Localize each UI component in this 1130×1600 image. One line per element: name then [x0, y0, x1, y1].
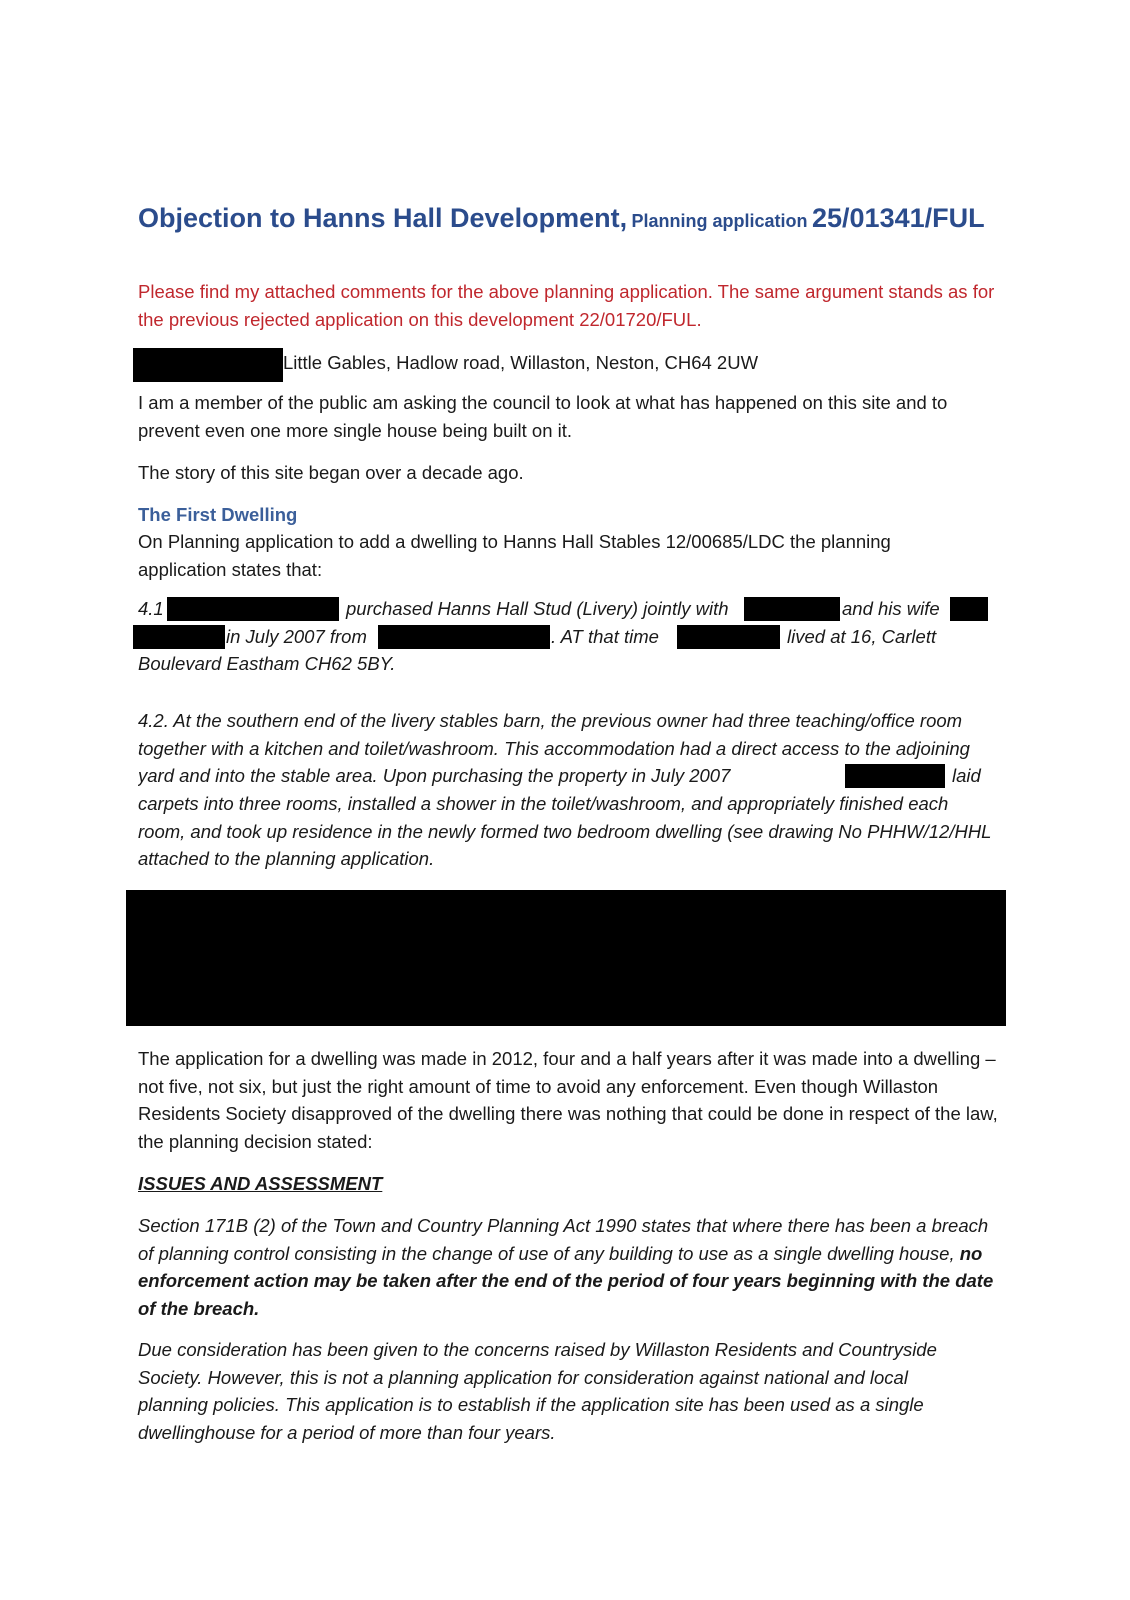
quote-4-1-text-b: and his wife — [842, 598, 940, 619]
quote-4-2-text: 4.2. At the southern end of the livery stables barn, the previous owner had three teaching/office room together with a kitchen and toilet/washroom. This accommodation had a direct access to the adjoining yard and into the stable area. Upon purchasing the property in July 2007 — [138, 710, 970, 786]
consideration-text: Due consideration has been given to the concerns raised by Willaston Residents and Countryside Society. However, this is not a planning application for consideration against national and local planning policies. This application is to establish if the application site has been used as a single dwellinghouse for a period of more than four years. — [138, 1339, 937, 1443]
quote-4-1-text-a: purchased Hanns Hall Stud (Livery) jointly with — [346, 598, 729, 619]
quote-4-1-text-c: in July 2007 from — [226, 626, 367, 647]
title-main: Objection to Hanns Hall Development, — [138, 203, 628, 233]
redaction-box — [744, 597, 840, 621]
page-title — [138, 203, 985, 234]
first-dwelling-text: On Planning application to add a dwelling to Hanns Hall Stables 12/00685/LDC the planning application states that: — [138, 531, 891, 580]
quote-4-1-text-d: . AT that time — [551, 626, 659, 647]
paragraph-public-member: I am a member of the public am asking the council to look at what has happened on this site and to prevent even one more single house being built on it. — [138, 392, 948, 441]
quote-4-2-laid: laid — [952, 765, 981, 786]
section-171b-plain: Section 171B (2) of the Town and Country Planning Act 1990 states that where there has been a breach of planning control consisting in the change of use of any building to use as a single dwelling house, — [138, 1215, 989, 1264]
quote-4-1-text-e: lived at 16, Carlett — [787, 626, 937, 647]
redacted-image — [126, 890, 1006, 1026]
issues-heading: ISSUES AND ASSESSMENT — [138, 1173, 383, 1194]
quote-4-2-continued: carpets into three rooms, installed a shower in the toilet/washroom, and appropriately finished each room, and took up residence in the newly formed two bedroom dwelling (see drawing No PHHW/12/HHL attached to the planning application. — [138, 793, 992, 869]
address-line: Little Gables, Hadlow road, Willaston, Neston, CH64 2UW — [283, 352, 759, 373]
redaction-box — [133, 348, 283, 382]
quote-4-1-text-f: Boulevard Eastham CH62 5BY. — [138, 653, 396, 674]
intro-text: Please find my attached comments for the above planning application. The same argument stands as for the previous rejected application on this development 22/01720/FUL. — [138, 281, 995, 330]
redaction-box — [950, 597, 988, 621]
title-sub: Planning application — [631, 211, 808, 231]
redaction-box — [677, 625, 780, 649]
redaction-box — [133, 625, 225, 649]
title-ref: 25/01341/FUL — [812, 203, 985, 233]
section-171b-bold: no enforcement action may be taken after the end of the period of four years beginning with the date of the breach. — [138, 1242, 994, 1319]
paragraph-story: The story of this site began over a decade ago. — [138, 462, 524, 483]
quote-4-1-number: 4.1 — [138, 598, 164, 619]
redaction-box — [167, 597, 339, 621]
paragraph-2012-application: The application for a dwelling was made in 2012, four and a half years after it was made into a dwelling – not five, not six, but just the right amount of time to avoid any enforcement. Even though Willaston Residents Society disapproved of the dwelling there was nothing that could be done in respect of the law, the planning decision stated: — [138, 1048, 998, 1152]
redaction-box — [378, 625, 550, 649]
section-171b-text — [138, 1212, 998, 1322]
redaction-box — [845, 764, 945, 788]
first-dwelling-heading: The First Dwelling — [138, 504, 298, 525]
